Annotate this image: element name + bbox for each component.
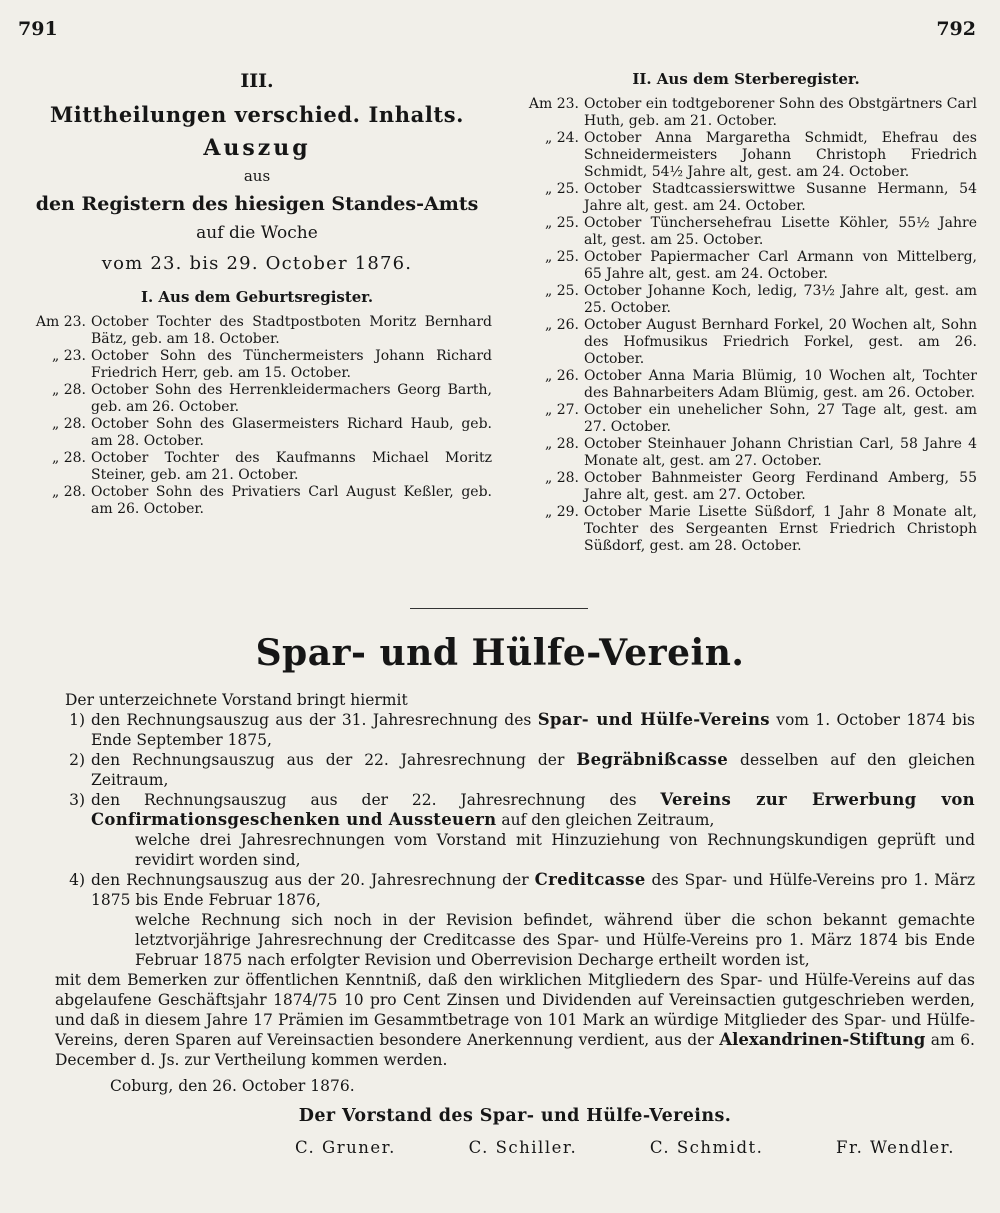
notice-item-3 <box>55 790 975 830</box>
date-range: vom 23. bis 29. October 1876. <box>101 253 413 274</box>
list-item <box>22 382 492 416</box>
entry-text: October ein todtgeborener Sohn des Obstgärtners Carl Huth, geb. am 21. October. <box>584 96 977 129</box>
deaths-title: II. Aus dem Sterberegister. <box>632 70 860 88</box>
item-text-part: desselben auf den gleichen Zeitraum, <box>91 751 975 789</box>
page-number-right: 792 <box>936 18 976 40</box>
births-title: I. Aus dem Geburtsregister. <box>140 288 374 306</box>
closing-text-part: am 6. December d. Js. zur Vertheilung kommen werden. <box>55 1031 975 1069</box>
signers-row <box>55 1138 975 1158</box>
entry-text: October Sohn des Tünchermeisters Johann Richard Friedrich Herr, geb. am 15. October. <box>91 348 492 381</box>
list-item <box>515 368 977 402</box>
entry-date: „ 25. <box>545 215 579 231</box>
place-date: Coburg, den 26. October 1876. <box>110 1077 355 1095</box>
list-item <box>515 96 977 130</box>
list-item <box>22 484 492 518</box>
list-item <box>515 215 977 249</box>
item-number: 4) <box>69 871 85 889</box>
births-list <box>22 314 492 518</box>
item-text <box>91 790 975 830</box>
deaths-list <box>515 96 977 555</box>
closing-emphasis: Alexandrinen-Stiftung <box>719 1030 926 1049</box>
entry-text: October Tochter des Stadtpostboten Moritz Bernhard Bätz, geb. am 18. October. <box>91 314 492 347</box>
entry-date: „ 25. <box>545 249 579 265</box>
entry-text: October Tünchersehefrau Lisette Köhler, 55½ Jahre alt, gest. am 25. October. <box>584 215 977 248</box>
right-column <box>515 70 977 555</box>
list-item <box>22 348 492 382</box>
entry-text: October August Bernhard Forkel, 20 Wochen alt, Sohn des Hofmusikus Friedrich Forkel, gest. am 26. October. <box>584 317 977 367</box>
list-item <box>515 436 977 470</box>
item-text-part: den Rechnungsauszug aus der 31. Jahresrechnung des <box>91 711 538 729</box>
from-label: aus <box>243 167 271 185</box>
list-item <box>22 450 492 484</box>
entry-text: October Sohn des Herrenkleidermachers Georg Barth, geb. am 26. October. <box>91 382 492 415</box>
entry-text: October Sohn des Glasermeisters Richard Haub, geb. am 28. October. <box>91 416 492 449</box>
list-item <box>515 249 977 283</box>
entry-date: „ 24. <box>545 130 579 146</box>
item-number: 2) <box>69 751 85 769</box>
entry-date: Am 23. <box>528 96 579 112</box>
entry-date: „ 28. <box>52 484 86 500</box>
item-text-part: des Spar- und Hülfe-Vereins pro 1. März 1875 bis Ende Februar 1876, <box>91 871 975 909</box>
notice-title: Spar- und Hülfe-Verein. <box>255 632 745 674</box>
list-item <box>515 470 977 504</box>
entry-text: October Papiermacher Carl Armann von Mittelberg, 65 Jahre alt, gest. am 24. October. <box>584 249 977 282</box>
entry-text: October Sohn des Privatiers Carl August Keßler, geb. am 26. October. <box>91 484 492 517</box>
entry-date: „ 28. <box>52 450 86 466</box>
board-signature-heading: Der Vorstand des Spar- und Hülfe-Vereins. <box>298 1106 732 1126</box>
entry-date: „ 26. <box>545 368 579 384</box>
entry-date: „ 27. <box>545 402 579 418</box>
signer-name: Fr. Wendler. <box>836 1138 955 1157</box>
entry-date: „ 23. <box>52 348 86 364</box>
item-text-part: den Rechnungsauszug aus der 22. Jahresrechnung des <box>91 791 661 809</box>
entry-text: October Marie Lisette Süßdorf, 1 Jahr 8 Monate alt, Tochter des Sergeanten Ernst Friedrich Christoph Süßdorf, gest. am 28. October. <box>584 504 977 554</box>
section-number: III. <box>240 70 274 92</box>
item-4-note: welche Rechnung sich noch in der Revision befindet, während über die schon bekannt gemachte letztvorjährige Jahresrechnung der Creditcasse des Spar- und Hülfe-Vereins pro 1. März 1874 bis Ende Februar 1875 nach erfolgter Revision und Oberrevision Decharge ertheilt worden ist, <box>135 911 975 969</box>
item-emphasis: Begräbnißcasse <box>576 750 729 769</box>
list-item <box>22 416 492 450</box>
notice-item-4 <box>55 870 975 910</box>
list-item <box>515 504 977 555</box>
entry-date: „ 28. <box>545 470 579 486</box>
item-number: 3) <box>69 791 85 809</box>
list-item <box>515 283 977 317</box>
item-text-part: auf den gleichen Zeitraum, <box>496 811 715 829</box>
list-item <box>515 130 977 181</box>
entry-date: „ 29. <box>545 504 579 520</box>
item-text-part: vom 1. October 1874 bis Ende September 1875, <box>91 711 975 749</box>
section-heading: Mittheilungen verschied. Inhalts. <box>49 102 465 127</box>
left-column <box>22 70 492 518</box>
entry-date: Am 23. <box>35 314 86 330</box>
list-item <box>22 314 492 348</box>
signer-name: C. Schiller. <box>468 1138 578 1157</box>
item-emphasis: Vereins zur Erwerbung von Confirmationsgeschenken und Aussteuern <box>91 790 975 829</box>
item-emphasis: Spar- und Hülfe-Vereins <box>537 710 770 729</box>
closing-text-part: mit dem Bemerken zur öffentlichen Kenntniß, daß den wirklichen Mitgliedern des Spar- und Hülfe-Vereins auf das abgelaufene Geschäftsjahr 1874/75 10 pro Cent Zinsen und Dividenden auf Vereinsactien gutgeschrieben werden, und daß in diesem Jahre 17 Prämien im Gesammtbetrage von 101 Mark an würdige Mitglieder des Spar- und Hülfe-Vereins, deren Sparen auf Vereinsactien besondere Anerkennung verdient, aus der <box>55 971 975 1049</box>
entry-date: „ 28. <box>52 416 86 432</box>
entry-text: October ein unehelicher Sohn, 27 Tage alt, gest. am 27. October. <box>584 402 977 435</box>
divider-rule <box>410 608 588 609</box>
signer-name: C. Schmidt. <box>649 1138 764 1157</box>
item-text <box>91 870 975 910</box>
entry-text: October Bahnmeister Georg Ferdinand Amberg, 55 Jahre alt, gest. am 27. October. <box>584 470 977 503</box>
entry-date: „ 25. <box>545 283 579 299</box>
entry-date: „ 28. <box>545 436 579 452</box>
extract-heading: Auszug <box>203 135 311 161</box>
entry-date: „ 28. <box>52 382 86 398</box>
notice-item-1 <box>55 710 975 750</box>
entry-text: October Stadtcassierswittwe Susanne Hermann, 54 Jahre alt, gest. am 24. October. <box>584 181 977 214</box>
list-item <box>515 317 977 368</box>
item-text <box>91 750 975 790</box>
notice-item-2 <box>55 750 975 790</box>
page-number-left: 791 <box>18 18 58 40</box>
list-item <box>515 181 977 215</box>
item-text-part: den Rechnungsauszug aus der 20. Jahresrechnung der <box>91 871 535 889</box>
notice-body <box>55 690 975 1158</box>
entry-text: October Anna Margaretha Schmidt, Ehefrau des Schneidermeisters Johann Christoph Friedrich Schmidt, 54½ Jahre alt, gest. am 24. October. <box>584 130 977 180</box>
registry-heading: den Registern des hiesigen Standes-Amts <box>35 193 479 215</box>
entry-text: October Steinhauer Johann Christian Carl, 58 Jahre 4 Monate alt, gest. am 27. October. <box>584 436 977 469</box>
entry-date: „ 25. <box>545 181 579 197</box>
item-emphasis: Creditcasse <box>534 870 646 889</box>
entry-text: October Anna Maria Blümig, 10 Wochen alt, Tochter des Bahnarbeiters Adam Blümig, gest. am 26. October. <box>584 368 977 401</box>
signer-name: C. Gruner. <box>295 1138 396 1157</box>
item-3-note: welche drei Jahresrechnungen vom Vorstand mit Hinzuziehung von Rechnungskundigen geprüft und revidirt worden sind, <box>135 831 975 869</box>
entry-text: October Tochter des Kaufmanns Michael Moritz Steiner, geb. am 21. October. <box>91 450 492 483</box>
entry-text: October Johanne Koch, ledig, 73½ Jahre alt, gest. am 25. October. <box>584 283 977 316</box>
entry-date: „ 26. <box>545 317 579 333</box>
notice-intro: Der unterzeichnete Vorstand bringt hiermit <box>65 691 408 709</box>
week-label: auf die Woche <box>196 223 318 243</box>
list-item <box>515 402 977 436</box>
closing-paragraph <box>55 970 975 1070</box>
item-number: 1) <box>69 711 85 729</box>
item-text-part: den Rechnungsauszug aus der 22. Jahresrechnung der <box>91 751 577 769</box>
item-text <box>91 710 975 750</box>
